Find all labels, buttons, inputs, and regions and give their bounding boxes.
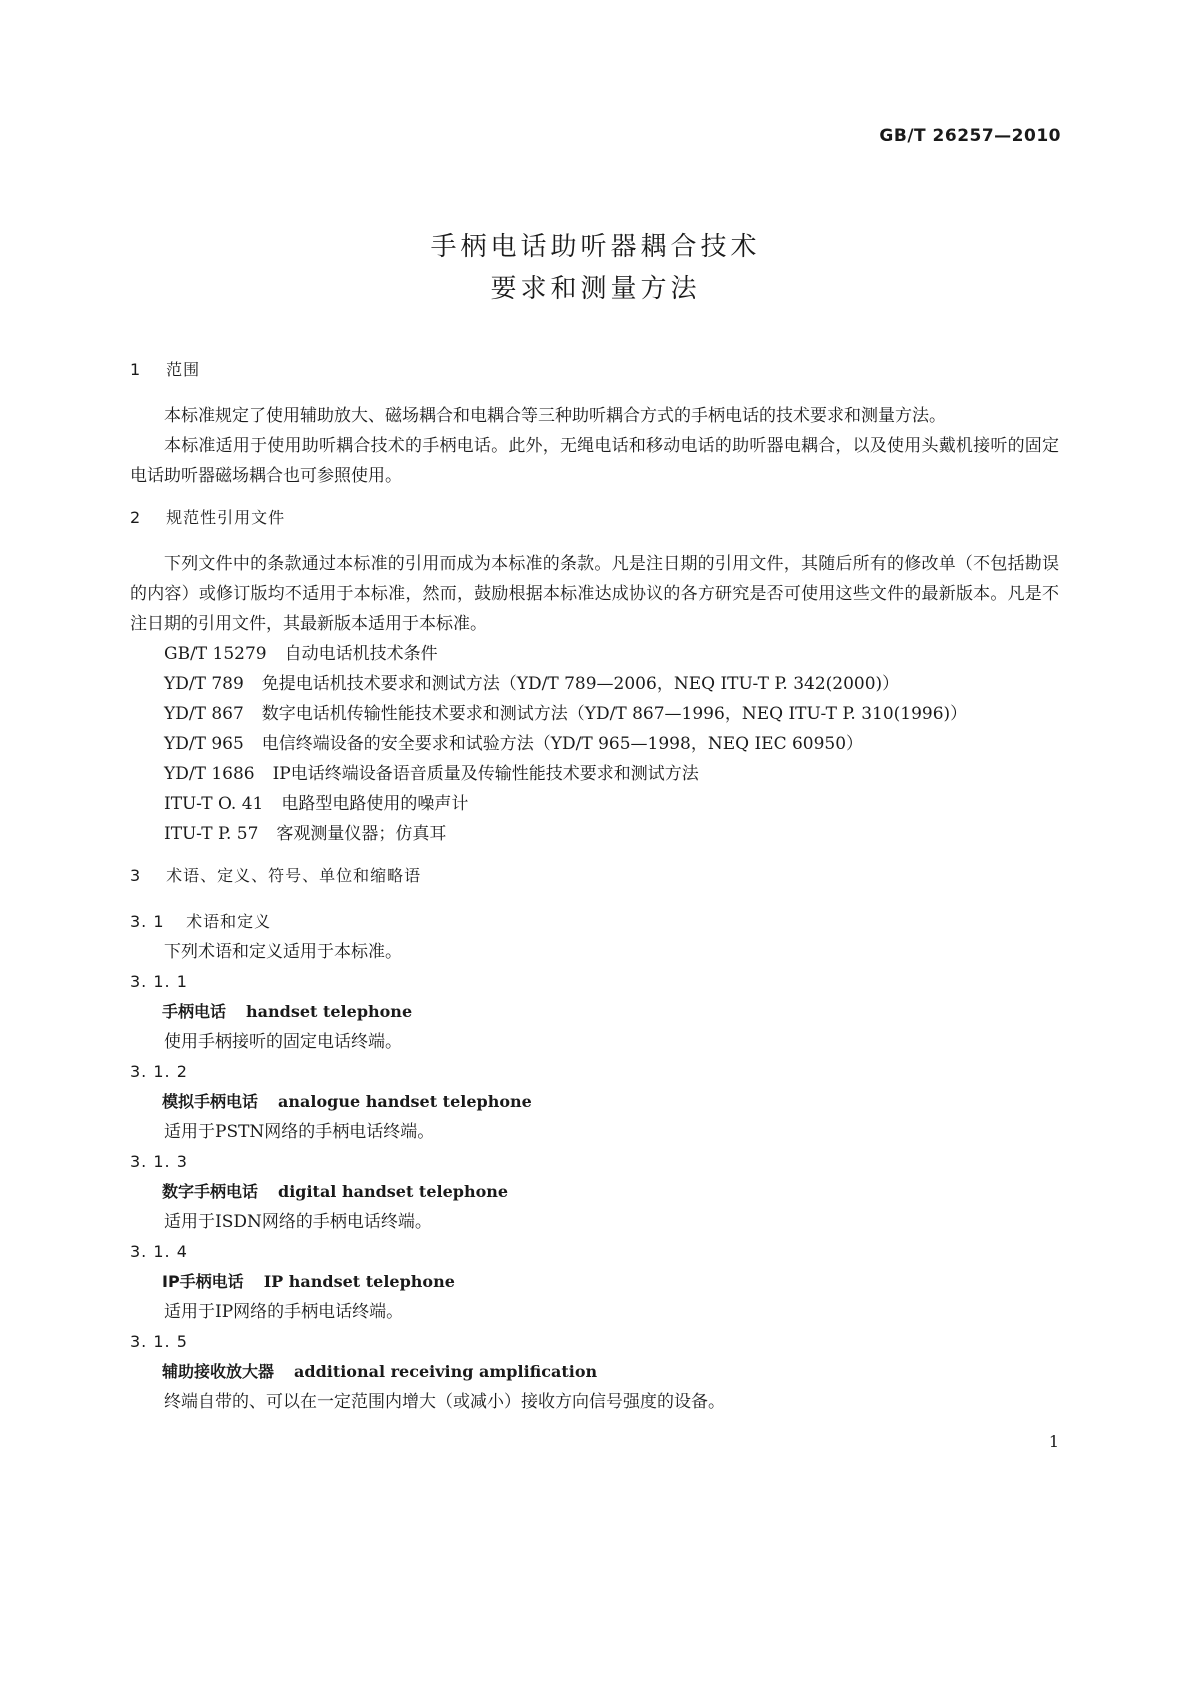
reference-item — [130, 669, 1059, 699]
reference-code: YD/T 965 — [164, 734, 244, 754]
page-number: 1 — [1048, 1432, 1059, 1451]
term-entry — [130, 1237, 1059, 1327]
section-2-heading — [130, 503, 1059, 533]
reference-code: ITU-T O. 41 — [164, 794, 264, 814]
subsection-3-1-heading — [130, 907, 1059, 937]
reference-code: GB/T 15279 — [164, 644, 267, 664]
reference-code: ITU-T P. 57 — [164, 824, 259, 844]
terms-intro: 下列术语和定义适用于本标准。 — [164, 942, 402, 962]
reference-code: YD/T 867 — [164, 704, 244, 724]
subsection-title: 术语和定义 — [186, 912, 272, 931]
reference-title: IP电话终端设备语音质量及传输性能技术要求和测试方法 — [272, 764, 699, 784]
term-entry — [130, 1327, 1059, 1417]
reference-code: YD/T 1686 — [164, 764, 255, 784]
term-number: 3. 1. 3 — [130, 1152, 188, 1171]
section-number: 2 — [130, 508, 142, 527]
scope-paragraph-2: 本标准适用于使用助听耦合技术的手柄电话。此外，无绳电话和移动电话的助听器电耦合，以及使用头戴机接听的固定电话助听器磁场耦合也可参照使用。 — [130, 436, 1059, 486]
term-entry — [130, 967, 1059, 1057]
term-number: 3. 1. 1 — [130, 972, 188, 991]
scope-paragraph-1: 本标准规定了使用辅助放大、磁场耦合和电耦合等三种助听耦合方式的手柄电话的技术要求和测量方法。 — [164, 406, 946, 426]
title-line-2: 要求和测量方法 — [490, 274, 701, 304]
term-definition: 终端自带的、可以在一定范围内增大（或减小）接收方向信号强度的设备。 — [164, 1392, 725, 1412]
reference-title: 客观测量仪器；仿真耳 — [276, 824, 447, 844]
term-entry — [130, 1057, 1059, 1147]
section-title: 术语、定义、符号、单位和缩略语 — [166, 866, 422, 885]
section-number: 3 — [130, 866, 142, 885]
term-zh: IP手柄电话 — [162, 1272, 244, 1291]
reference-title: 免提电话机技术要求和测试方法（YD/T 789—2006，NEQ ITU-T P. 342(2000)） — [261, 674, 900, 694]
term-en: IP handset telephone — [263, 1272, 455, 1291]
term-en: handset telephone — [246, 1002, 413, 1021]
reference-item — [130, 639, 1059, 669]
term-number: 3. 1. 5 — [130, 1332, 188, 1351]
term-zh: 手柄电话 — [162, 1002, 227, 1021]
term-zh: 辅助接收放大器 — [162, 1362, 275, 1381]
term-heading — [130, 1087, 1059, 1117]
term-heading — [130, 1177, 1059, 1207]
reference-item — [130, 819, 1059, 849]
term-number: 3. 1. 2 — [130, 1062, 188, 1081]
term-definition: 适用于IP网络的手柄电话终端。 — [164, 1302, 404, 1322]
term-zh: 数字手柄电话 — [162, 1182, 259, 1201]
term-definition: 适用于ISDN网络的手柄电话终端。 — [164, 1212, 432, 1232]
reference-item — [130, 759, 1059, 789]
term-heading — [130, 1357, 1059, 1387]
term-en: additional receiving amplification — [294, 1362, 598, 1381]
term-en: analogue handset telephone — [278, 1092, 532, 1111]
document-title — [0, 226, 1191, 310]
title-line-1: 手柄电话助听器耦合技术 — [430, 232, 761, 262]
term-definition: 适用于PSTN网络的手柄电话终端。 — [164, 1122, 435, 1142]
term-number: 3. 1. 4 — [130, 1242, 188, 1261]
term-heading — [130, 997, 1059, 1027]
subsection-number: 3. 1 — [130, 912, 165, 931]
references-intro: 下列文件中的条款通过本标准的引用而成为本标准的条款。凡是注日期的引用文件，其随后所有的修改单（不包括勘误的内容）或修订版均不适用于本标准，然而，鼓励根据本标准达成协议的各方研究是否可使用这些文件的最新版本。凡是不注日期的引用文件，其最新版本适用于本标准。 — [130, 554, 1059, 634]
reference-item — [130, 789, 1059, 819]
reference-item — [130, 699, 1059, 729]
term-en: digital handset telephone — [278, 1182, 509, 1201]
reference-title: 电路型电路使用的噪声计 — [281, 794, 469, 814]
section-number: 1 — [130, 360, 142, 379]
section-title: 规范性引用文件 — [166, 508, 286, 527]
document-body — [130, 355, 1059, 1417]
reference-title: 自动电话机技术条件 — [284, 644, 438, 664]
section-1-heading — [130, 355, 1059, 385]
term-entry — [130, 1147, 1059, 1237]
reference-item — [130, 729, 1059, 759]
reference-title: 电信终端设备的安全要求和试验方法（YD/T 965—1998，NEQ IEC 60950） — [261, 734, 864, 754]
term-zh: 模拟手柄电话 — [162, 1092, 259, 1111]
standard-number: GB/T 26257—2010 — [879, 126, 1061, 146]
section-title: 范围 — [166, 360, 201, 379]
term-definition: 使用手柄接听的固定电话终端。 — [164, 1032, 402, 1052]
reference-title: 数字电话机传输性能技术要求和测试方法（YD/T 867—1996，NEQ ITU-T P. 310(1996)） — [261, 704, 968, 724]
term-heading — [130, 1267, 1059, 1297]
section-3-heading — [130, 861, 1059, 891]
reference-code: YD/T 789 — [164, 674, 244, 694]
